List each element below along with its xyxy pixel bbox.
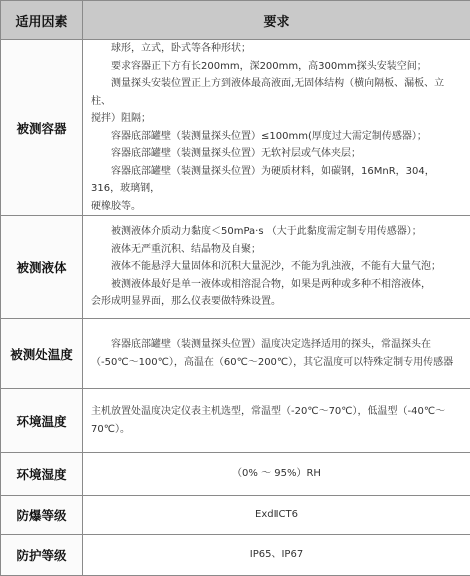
table-row xyxy=(1,496,470,535)
table-row xyxy=(1,40,470,216)
table-row xyxy=(1,216,470,319)
requirement-line: 容器底部罐壁（装测量探头位置）为硬质材料，如碳钢，16MnR，304，316，玻璃钢， xyxy=(91,163,462,198)
requirement-line: ExdⅡCT6 xyxy=(83,506,470,524)
requirement-line: 液体无严重沉积、结晶物及自聚； xyxy=(91,241,462,259)
factor-cell: 防爆等级 xyxy=(1,496,83,535)
requirement-cell xyxy=(83,40,470,216)
requirement-line: 容器底部罐壁（装测量探头位置）无软衬层或气体夹层； xyxy=(91,145,462,163)
factor-cell: 环境温度 xyxy=(1,389,83,453)
table-row xyxy=(1,535,470,576)
requirement-cell xyxy=(83,319,470,389)
requirement-line: 被测液体最好是单一液体或相溶混合物，如果是两种或多种不相溶液体， xyxy=(91,276,462,294)
requirement-line: 被测液体介质动力黏度＜50mPa·s （大于此黏度需定制专用传感器）； xyxy=(91,223,462,241)
requirement-cell xyxy=(83,216,470,319)
requirement-cell xyxy=(83,496,470,535)
table-header-row xyxy=(1,1,470,40)
requirement-line: 球形，立式，卧式等各种形状； xyxy=(91,40,462,58)
factor-cell: 被测容器 xyxy=(1,40,83,216)
requirement-line: 容器底部罐壁（装测量探头位置）温度决定选择适用的探头，常温探头在 xyxy=(91,336,462,354)
requirement-line: 容器底部罐壁（装测量探头位置）≤100mm(厚度过大需定制传感器）； xyxy=(91,128,462,146)
requirement-line: 硬橡胶等。 xyxy=(91,198,462,216)
requirement-line: （0% ～ 95%）RH xyxy=(83,465,470,483)
factor-cell: 防护等级 xyxy=(1,535,83,576)
requirement-cell xyxy=(83,453,470,496)
factor-cell: 环境湿度 xyxy=(1,453,83,496)
requirement-cell xyxy=(83,535,470,576)
requirement-line: 主机放置处温度决定仪表主机选型，常温型（-20℃～70℃），低温型（-40℃～70℃）。 xyxy=(91,403,462,438)
header-requirement: 要求 xyxy=(83,1,470,40)
requirement-line: 要求容器正下方有长200mm，深200mm，高300mm探头安装空间； xyxy=(91,58,462,76)
requirement-line: 搅拌）阻隔； xyxy=(91,110,462,128)
requirement-line: 测量探头安装位置正上方到液体最高液面,无固体结构（横向隔板、漏板、立柱、 xyxy=(91,75,462,110)
requirement-line: IP65、IP67 xyxy=(83,546,470,564)
requirement-cell xyxy=(83,389,470,453)
factor-cell: 被测处温度 xyxy=(1,319,83,389)
factor-cell: 被测液体 xyxy=(1,216,83,319)
requirement-line: 液体不能悬浮大量固体和沉积大量泥沙，不能为乳浊液，不能有大量气泡； xyxy=(91,258,462,276)
table-row xyxy=(1,389,470,453)
table-row xyxy=(1,319,470,389)
table-row xyxy=(1,453,470,496)
header-factor: 适用因素 xyxy=(1,1,83,40)
requirement-line: 会形成明显界面，那么仪表要做特殊设置。 xyxy=(91,293,462,311)
requirement-line: （-50℃～100℃），高温在（60℃～200℃），其它温度可以特殊定制专用传感器 xyxy=(91,354,462,372)
